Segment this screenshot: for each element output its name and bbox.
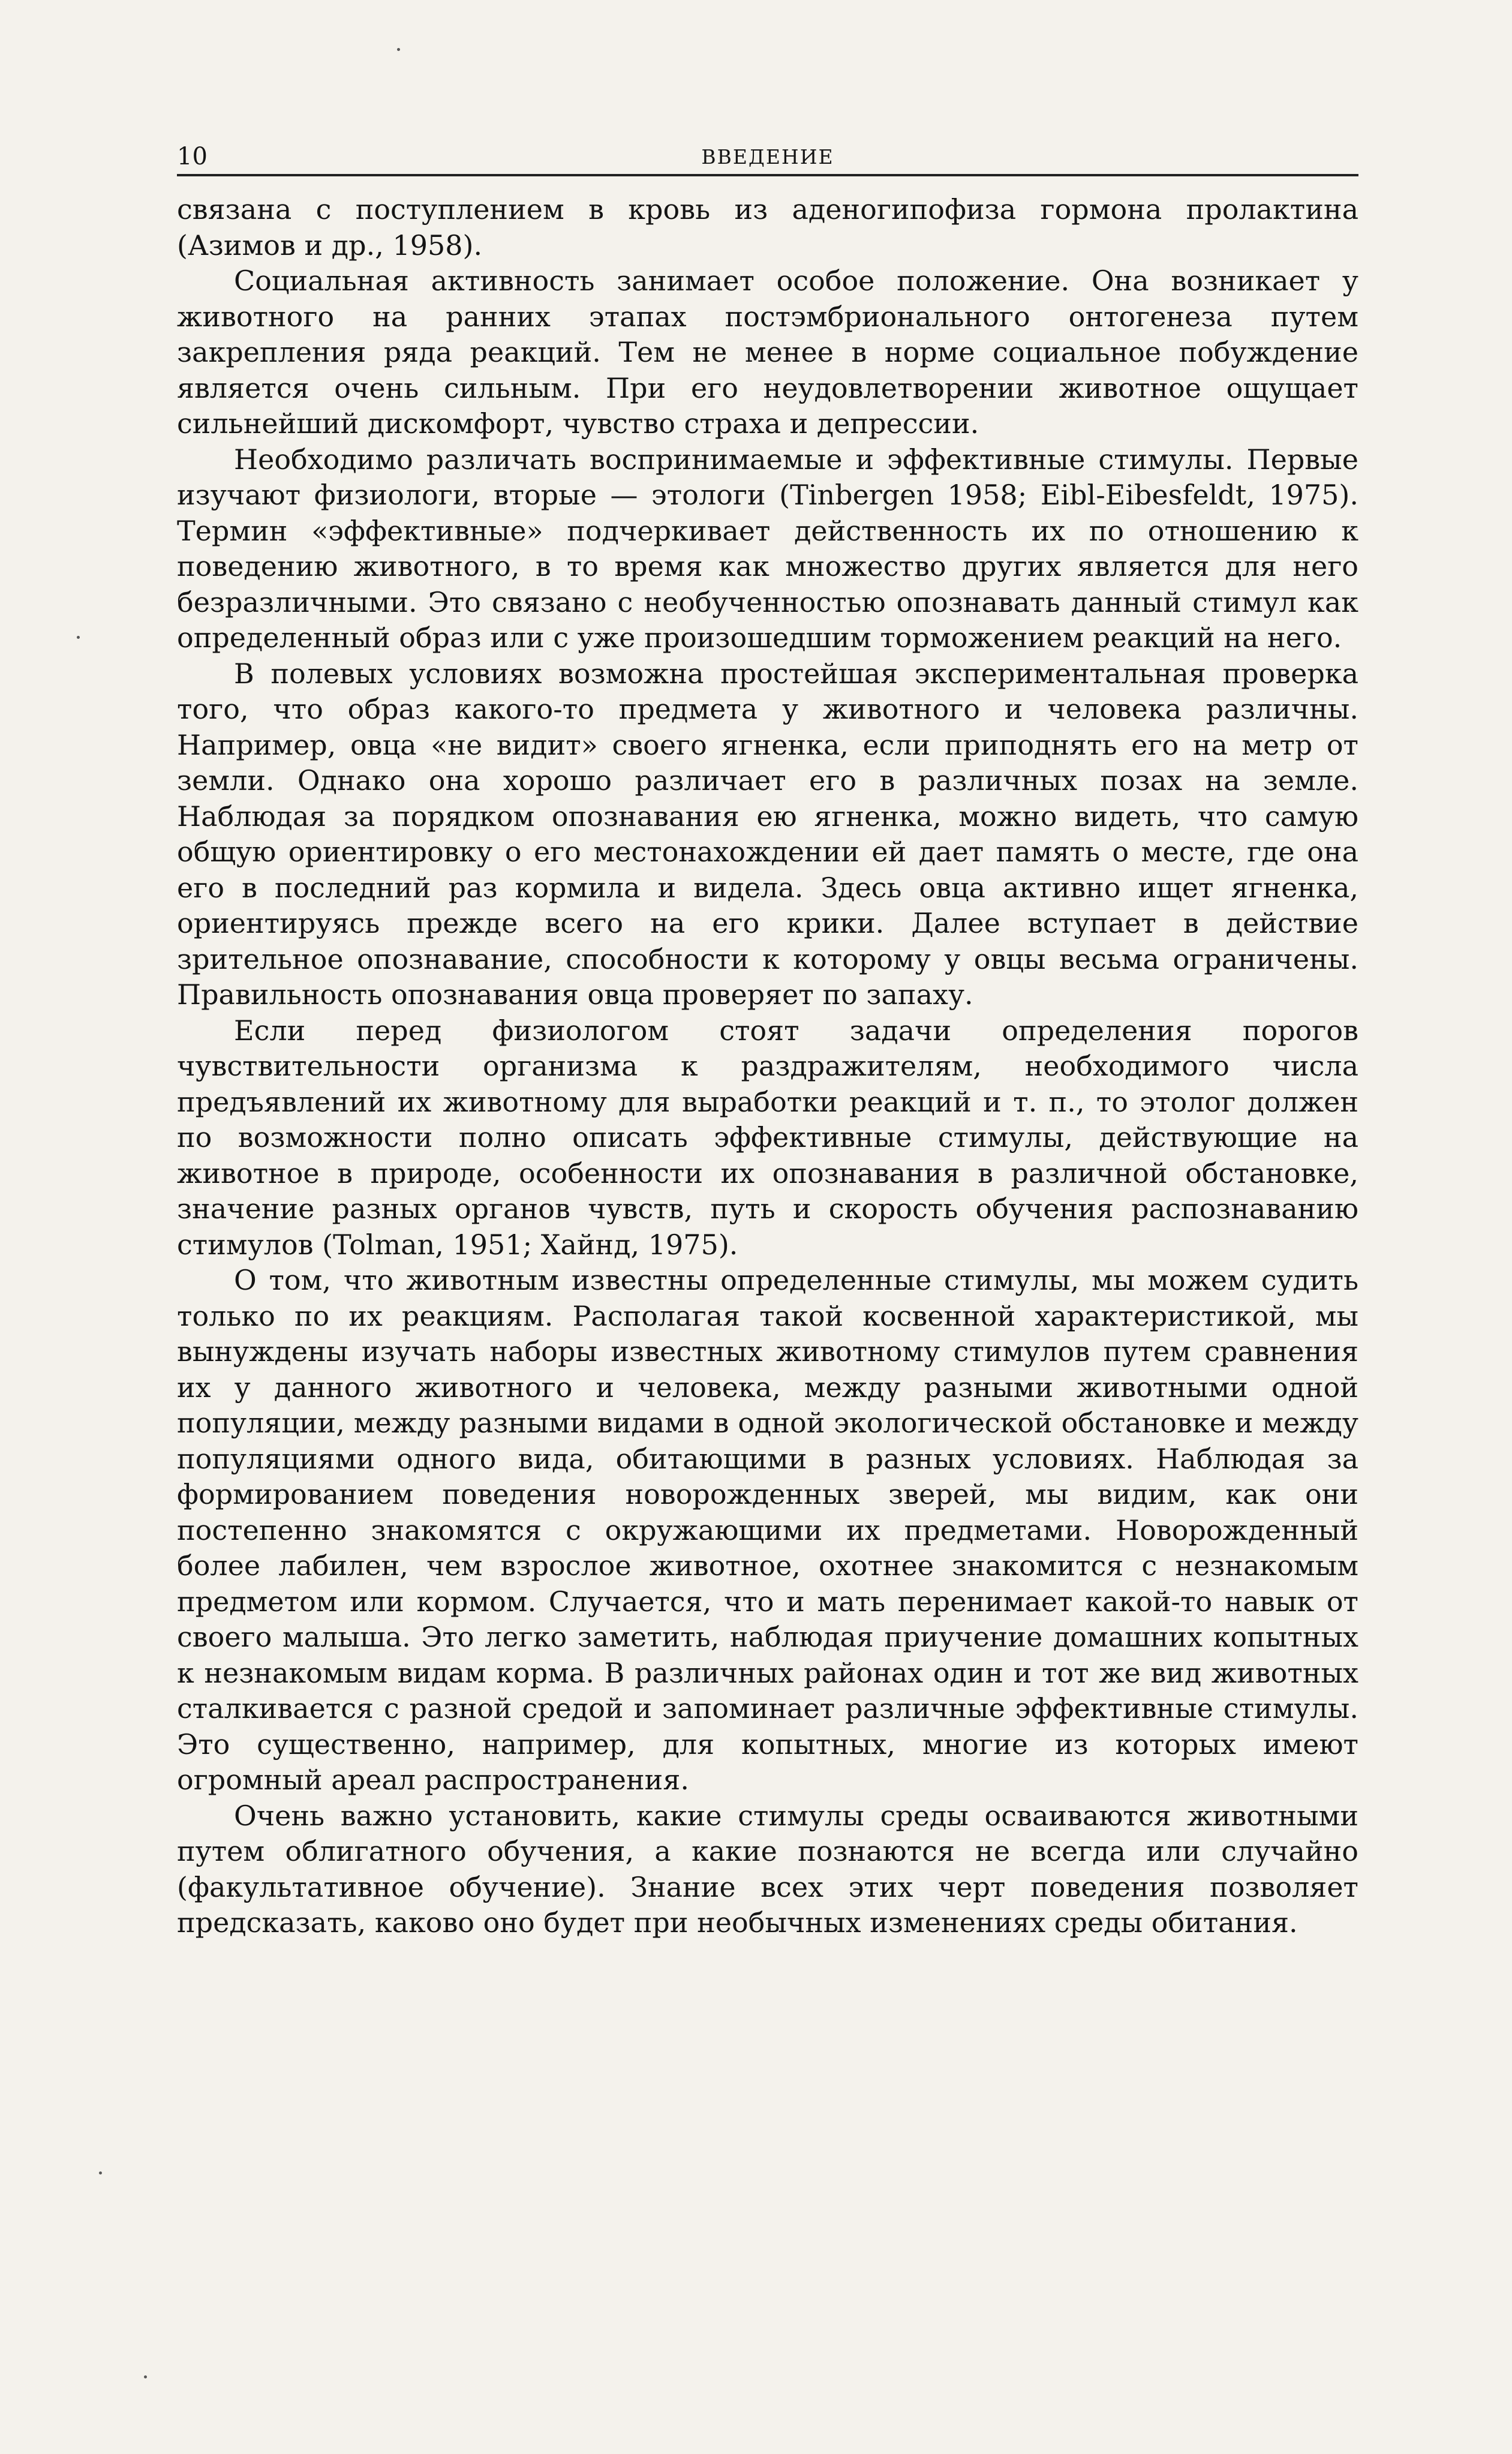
scan-speck: [99, 2171, 102, 2174]
scan-speck: [144, 2375, 147, 2378]
paragraph-2: Социальная активность занимает особое положение. Она возникает у животного на ранних этапах постэмбрионального онтогенеза путем закрепления ряда реакций. Тем не менее в норме социальное побуждение является очень сильным. При его неудовлетворении животное ощущает сильнейший дискомфорт, чувство страха и депрессии.: [177, 265, 1358, 440]
paragraph-6: О том, что животным известны определенные стимулы, мы можем судить только по их реакциям. Располагая такой косвенной характеристикой, мы вынуждены изучать наборы известных животному стимулов путем сравнения их у данного животного и человека, между разными животными одной популяции, между разными видами в одной экологической обстановке и между популяциями одного вида, обитающими в разных условиях. Наблюдая за формированием поведения новорожденных зверей, мы видим, как они постепенно знакомятся с окружающими их предметами. Новорожденный более лабилен, чем взрослое животное, охотнее знакомится с незнакомым предметом или кормом. Случается, что и мать перенимает какой-то навык от своего малыша. Это легко заметить, наблюдая приучение домашних копытных к незнакомым видам корма. В различных районах один и тот же вид животных сталкивается с разной средой и запоминает различные эффективные стимулы. Это существенно, например, для копытных, многие из которых имеют огромный ареал распространения.: [177, 1264, 1358, 1796]
section-title: ВВЕДЕНИЕ: [701, 145, 834, 169]
running-head: [177, 138, 1358, 174]
scan-speck: [77, 636, 80, 639]
body-text: [177, 192, 1358, 1941]
header-rule: [177, 174, 1358, 176]
paragraph-3: Необходимо различать воспринимаемые и эффективные стимулы. Первые изучают физиологи, вторые — этологи (Tinbergen 1958; Eibl-Eibesfeldt, 1975). Термин «эффективные» подчеркивает действенность их по отношению к поведению животного, в то время как множество других является для него безразличными. Это связано с необученностью опознавать данный стимул как определенный образ или с уже произошедшим торможением реакций на него.: [177, 443, 1358, 654]
paragraph-4: В полевых условиях возможна простейшая экспериментальная проверка того, что образ какого-то предмета у животного и человека различны. Например, овца «не видит» своего ягненка, если приподнять его на метр от земли. Однако она хорошо различает его в различных позах на земле. Наблюдая за порядком опознавания ею ягненка, можно видеть, что самую общую ориентировку о его местонахождении ей дает память о месте, где она его в последний раз кормила и видела. Здесь овца активно ищет ягненка, ориентируясь прежде всего на его крики. Далее вступает в действие зрительное опознавание, способности к которому у овцы весьма ограничены. Правильность опознавания овца проверяет по запаху.: [177, 657, 1358, 1011]
book-page: [177, 138, 1358, 1941]
paragraph-7: Очень важно установить, какие стимулы среды осваиваются животными путем облигатного обучения, а какие познаются не всегда или случайно (факультативное обучение). Знание всех этих черт поведения позволяет предсказать, каково оно будет при необычных изменениях среды обитания.: [177, 1799, 1358, 1939]
page-number: 10: [177, 143, 208, 170]
paragraph-5: Если перед физиологом стоят задачи определения порогов чувствительности организма к раздражителям, необходимого числа предъявлений их животному для выработки реакций и т. п., то этолог должен по возможности полно описать эффективные стимулы, действующие на животное в природе, особенности их опознавания в различной обстановке, значение разных органов чувств, путь и скорость обучения распознаванию стимулов (Tolman, 1951; Хайнд, 1975).: [177, 1014, 1358, 1261]
paragraph-1: связана с поступлением в кровь из аденогипофиза гормона пролактина (Азимов и др., 1958).: [177, 193, 1358, 262]
scan-speck: [397, 48, 400, 51]
